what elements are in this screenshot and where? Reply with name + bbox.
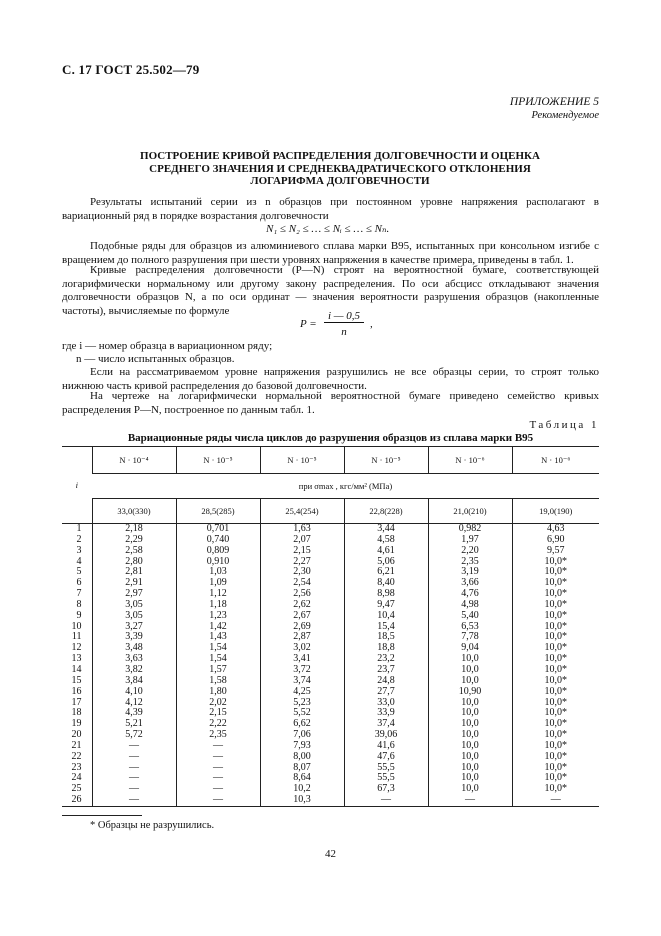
table-cell: 10,0 <box>428 719 512 730</box>
table-cell: 10,0* <box>512 632 599 643</box>
table-cell: — <box>428 795 512 806</box>
paragraph-5: На чертеже на логарифмически нормальной вероятностной бумаге приведено семейство кривых распределения P—N, построенное по данным табл. 1. <box>62 390 599 416</box>
table-cell: 3,66 <box>428 578 512 589</box>
table-cell: — <box>176 752 260 763</box>
table-cell: 1,18 <box>176 600 260 611</box>
table-cell: — <box>176 784 260 795</box>
table-cell: 3,72 <box>260 665 344 676</box>
table-cell: 2,62 <box>260 600 344 611</box>
section-title-line: ПОСТРОЕНИЕ КРИВОЙ РАСПРЕДЕЛЕНИЯ ДОЛГОВЕЧНОСТИ И ОЦЕНКА <box>140 150 540 162</box>
table-cell: 10,0* <box>512 741 599 752</box>
table-cell: 10,0* <box>512 622 599 633</box>
appendix-label <box>510 95 599 123</box>
footnote: * Образцы не разрушились. <box>90 820 215 831</box>
table-cell: 55,5 <box>344 763 428 774</box>
table-cell: 0,809 <box>176 546 260 557</box>
paragraph-1: Результаты испытаний серии из n образцов при постоянном уровне напряжения располагают в вариационный ряд в порядке возрастания долговечности <box>62 196 599 222</box>
table-cell: 10,0 <box>428 752 512 763</box>
table-cell: 27,7 <box>344 687 428 698</box>
table-cell: 5,72 <box>92 730 176 741</box>
stress-level: 28,5(285) <box>176 499 260 524</box>
table-cell: — <box>176 741 260 752</box>
table-cell: 2,54 <box>260 578 344 589</box>
table-cell: 2,07 <box>260 535 344 546</box>
table-cell: 9,04 <box>428 643 512 654</box>
table-cell: 2,80 <box>92 557 176 568</box>
table-cell: 2,29 <box>92 535 176 546</box>
table-cell: — <box>92 773 176 784</box>
table-cell: 8,40 <box>344 578 428 589</box>
table-cell: 3,27 <box>92 622 176 633</box>
table-label: Таблица 1 <box>529 419 599 431</box>
table-cell: 3,05 <box>92 611 176 622</box>
table-cell: 10,0* <box>512 567 599 578</box>
formula-variation-series: N₁ ≤ N₂ ≤ … ≤ Nᵢ ≤ … ≤ Nₙ. <box>266 223 390 235</box>
table-cell: 1,42 <box>176 622 260 633</box>
table-cell: 37,4 <box>344 719 428 730</box>
table-cell: 10,3 <box>260 795 344 806</box>
table-cell: 7,78 <box>428 632 512 643</box>
paragraph-4: Если на рассматриваемом уровне напряжения разрушились не все образцы серии, то строят только нижнюю часть кривой распределения до базовой долговечности. <box>62 366 599 392</box>
table-cell: 3,19 <box>428 567 512 578</box>
table-cell: 10,4 <box>344 611 428 622</box>
paragraph-2: Подобные ряды для образцов из алюминиевого сплава марки В95, испытанных при консольном изгибе с вращением до полного разрушения при шести уровнях напряжения в качестве примера, приведены в табл. 1. <box>62 240 599 266</box>
table-cell: 10,0 <box>428 763 512 774</box>
where-line-1: где i — номер образца в вариационном ряду; <box>62 340 273 352</box>
unit-header: N · 10⁻⁶ <box>428 447 512 474</box>
table-cell: 0,740 <box>176 535 260 546</box>
table-cell: 15,4 <box>344 622 428 633</box>
row-index: 2 <box>76 533 82 545</box>
table-cell: 2,97 <box>92 589 176 600</box>
table-cell: 10,0* <box>512 708 599 719</box>
table-cell: 4,10 <box>92 687 176 698</box>
table-cell: 5,06 <box>344 557 428 568</box>
table-cell: 10,0 <box>428 698 512 709</box>
table-cell: 47,6 <box>344 752 428 763</box>
table-cell: 9,57 <box>512 546 599 557</box>
table-cell: 2,56 <box>260 589 344 600</box>
table-cell: 3,82 <box>92 665 176 676</box>
table-cell: 3,41 <box>260 654 344 665</box>
row-index: 22 <box>71 750 82 762</box>
index-header: i <box>62 447 92 524</box>
row-index: 17 <box>71 696 82 708</box>
table-cell: 10,0* <box>512 698 599 709</box>
row-index: 16 <box>71 685 82 697</box>
row-index: 7 <box>76 588 82 600</box>
table-cell: 2,18 <box>92 524 176 535</box>
table-cell: 10,2 <box>260 784 344 795</box>
row-index: 21 <box>71 739 82 751</box>
table-cell: 4,98 <box>428 600 512 611</box>
table-cell: 39,06 <box>344 730 428 741</box>
table-cell: 55,5 <box>344 773 428 784</box>
table-cell: 0,910 <box>176 557 260 568</box>
table-cell: 10,0* <box>512 665 599 676</box>
table-cell: 10,0 <box>428 665 512 676</box>
unit-header: N · 10⁻⁵ <box>176 447 260 474</box>
table-caption: Вариационные ряды числа циклов до разрушения образцов из сплава марки В95 <box>127 432 534 444</box>
table-cell: 2,35 <box>176 730 260 741</box>
row-index: 14 <box>71 663 82 675</box>
table-cell: 8,98 <box>344 589 428 600</box>
table-cell: 10,90 <box>428 687 512 698</box>
row-index: 9 <box>76 609 82 621</box>
table-cell: 1,63 <box>260 524 344 535</box>
row-index: 12 <box>71 642 82 654</box>
paragraph-3: Кривые распределения долговечности (P—N) строят на вероятностной бумаге, соответствующей логарифмически нормальному или другому закону распределения. По оси абсцисс откладывают значения долговечности образцов N, а по оси ординат — значения вероятности разрушения образцов (накопленные частоты), вычисляемые по формуле <box>62 264 599 317</box>
row-index: 4 <box>76 555 82 567</box>
data-table <box>62 446 599 807</box>
row-index: 8 <box>76 598 82 610</box>
table-cell: 1,80 <box>176 687 260 698</box>
table-cell: — <box>92 795 176 806</box>
table-cell: — <box>512 795 599 806</box>
table-cell: 2,69 <box>260 622 344 633</box>
table-cell: 2,15 <box>260 546 344 557</box>
section-title-line: СРЕДНЕГО ЗНАЧЕНИЯ И СРЕДНЕКВАДРАТИЧЕСКОГО ОТКЛОНЕНИЯ <box>149 162 531 175</box>
table-cell: 10,0* <box>512 752 599 763</box>
row-index: 13 <box>71 653 82 665</box>
table-cell: 4,25 <box>260 687 344 698</box>
table-cell: 10,0 <box>428 676 512 687</box>
row-index: 6 <box>76 577 82 589</box>
table-cell: 8,07 <box>260 763 344 774</box>
table-cell: 10,0* <box>512 784 599 795</box>
table-cell: 7,06 <box>260 730 344 741</box>
table-cell: 2,91 <box>92 578 176 589</box>
table-cell: 33,9 <box>344 708 428 719</box>
table-cell: — <box>176 763 260 774</box>
table-cell: 10,0 <box>428 773 512 784</box>
table-cell: 1,57 <box>176 665 260 676</box>
table-cell: 2,81 <box>92 567 176 578</box>
row-index: 15 <box>71 674 82 686</box>
table-cell: — <box>92 784 176 795</box>
row-index: 24 <box>71 772 82 784</box>
row-index: 11 <box>71 631 82 643</box>
table-cell: 3,48 <box>92 643 176 654</box>
table-cell: 4,58 <box>344 535 428 546</box>
table-cell: 10,0 <box>428 654 512 665</box>
section-title-line: ЛОГАРИФМА ДОЛГОВЕЧНОСТИ <box>250 175 430 187</box>
row-index: 26 <box>62 795 92 806</box>
table-cell: 2,30 <box>260 567 344 578</box>
table-cell: — <box>92 752 176 763</box>
table-cell: 10,0 <box>428 784 512 795</box>
table-cell: 1,23 <box>176 611 260 622</box>
table-cell: 10,0* <box>512 589 599 600</box>
table-row <box>62 784 599 795</box>
table-cell: 0,982 <box>428 524 512 535</box>
table-cell: 4,12 <box>92 698 176 709</box>
table-cell: 5,21 <box>92 719 176 730</box>
table-cell: 67,3 <box>344 784 428 795</box>
table-cell: 2,87 <box>260 632 344 643</box>
table-cell: 6,90 <box>512 535 599 546</box>
table-cell: 6,21 <box>344 567 428 578</box>
table-cell: 3,84 <box>92 676 176 687</box>
table-cell: 1,58 <box>176 676 260 687</box>
table-row <box>62 546 599 557</box>
table-cell: 5,40 <box>428 611 512 622</box>
table-cell: 5,23 <box>260 698 344 709</box>
stress-level: 33,0(330) <box>92 499 176 524</box>
row-index: 10 <box>71 620 82 632</box>
table-cell: 4,63 <box>512 524 599 535</box>
formula-numerator: i — 0,5 <box>324 310 364 323</box>
table-cell: — <box>176 773 260 784</box>
table-cell: 2,22 <box>176 719 260 730</box>
table-header-row <box>62 447 599 474</box>
table-cell: 23,7 <box>344 665 428 676</box>
table-cell: 2,27 <box>260 557 344 568</box>
footnote-rule <box>62 815 142 816</box>
table-cell: 10,0* <box>512 773 599 784</box>
table-cell: 10,0* <box>512 578 599 589</box>
unit-header: N · 10⁻⁵ <box>344 447 428 474</box>
table-cell: 2,02 <box>176 698 260 709</box>
table-row <box>62 795 599 806</box>
table-cell: 10,0* <box>512 763 599 774</box>
row-index: 25 <box>71 783 82 795</box>
table-cell: 18,5 <box>344 632 428 643</box>
section-title <box>100 150 580 188</box>
table-cell: 1,97 <box>428 535 512 546</box>
table-cell: 1,43 <box>176 632 260 643</box>
row-index: 1 <box>76 523 82 534</box>
table-cell: 18,8 <box>344 643 428 654</box>
table-cell: 6,53 <box>428 622 512 633</box>
table-cell: 1,12 <box>176 589 260 600</box>
unit-header: N · 10⁻⁴ <box>92 447 176 474</box>
stress-level: 25,4(254) <box>260 499 344 524</box>
table-cell: 3,44 <box>344 524 428 535</box>
table-cell: 2,20 <box>428 546 512 557</box>
table-cell: 2,67 <box>260 611 344 622</box>
where-line-2: n — число испытанных образцов. <box>76 353 235 365</box>
stress-levels-row <box>62 499 599 524</box>
table-cell: 10,0* <box>512 676 599 687</box>
stress-header: при σmax , кгс/мм² (МПа) <box>92 474 599 499</box>
table-cell: 10,0* <box>512 730 599 741</box>
stress-header-row <box>62 474 599 499</box>
table-cell: 1,54 <box>176 643 260 654</box>
table-cell: 3,39 <box>92 632 176 643</box>
table-cell: 23,2 <box>344 654 428 665</box>
table-cell: 2,58 <box>92 546 176 557</box>
row-index: 19 <box>71 718 82 730</box>
table-cell: 2,15 <box>176 708 260 719</box>
table-cell: 4,61 <box>344 546 428 557</box>
table-cell: 3,02 <box>260 643 344 654</box>
table-cell: 10,0* <box>512 719 599 730</box>
table-row <box>62 730 599 741</box>
table-cell: 10,0 <box>428 741 512 752</box>
table-row <box>62 741 599 752</box>
table-cell: 24,8 <box>344 676 428 687</box>
table-cell: 10,0 <box>428 708 512 719</box>
table-cell: — <box>176 795 260 806</box>
table-cell: 7,93 <box>260 741 344 752</box>
unit-header: N · 10⁻⁶ <box>512 447 599 474</box>
formula-tail: , <box>370 318 373 330</box>
table-cell: 10,0* <box>512 600 599 611</box>
table-row <box>62 763 599 774</box>
table-cell: 4,76 <box>428 589 512 600</box>
table-row <box>62 773 599 784</box>
stress-level: 19,0(190) <box>512 499 599 524</box>
table-cell: 2,35 <box>428 557 512 568</box>
table-cell: 1,03 <box>176 567 260 578</box>
page-number: 42 <box>325 848 336 860</box>
stress-level: 21,0(210) <box>428 499 512 524</box>
table-cell: 3,63 <box>92 654 176 665</box>
row-index: 20 <box>71 729 82 741</box>
table-cell: 10,0* <box>512 654 599 665</box>
table-row <box>62 611 599 622</box>
appendix-subtitle: Рекомендуемое <box>531 110 599 121</box>
formula-denominator: n <box>341 326 347 338</box>
table-cell: 3,74 <box>260 676 344 687</box>
row-index: 3 <box>76 544 82 556</box>
document-header: С. 17 ГОСТ 25.502—79 <box>62 62 200 77</box>
table-row <box>62 687 599 698</box>
table-cell: 8,00 <box>260 752 344 763</box>
table-cell: — <box>344 795 428 806</box>
stress-level: 22,8(228) <box>344 499 428 524</box>
row-index: 5 <box>76 566 82 578</box>
formula-lhs: P = <box>300 318 317 330</box>
table-row <box>62 752 599 763</box>
table-cell: 8,64 <box>260 773 344 784</box>
table-cell: 33,0 <box>344 698 428 709</box>
table-cell: 10,0* <box>512 643 599 654</box>
table-cell: 41,6 <box>344 741 428 752</box>
table-cell: — <box>92 741 176 752</box>
table-cell: 10,0* <box>512 611 599 622</box>
table-cell: 1,54 <box>176 654 260 665</box>
table-cell: 5,52 <box>260 708 344 719</box>
appendix-title: ПРИЛОЖЕНИЕ 5 <box>509 96 599 108</box>
unit-header: N · 10⁻⁵ <box>260 447 344 474</box>
table-cell: 0,701 <box>176 524 260 535</box>
table-cell: 10,0 <box>428 730 512 741</box>
table-cell: 10,0* <box>512 687 599 698</box>
row-index: 18 <box>71 707 82 719</box>
data-table-body <box>62 447 599 807</box>
table-cell: 1,09 <box>176 578 260 589</box>
table-cell: 3,05 <box>92 600 176 611</box>
table-cell: 9,47 <box>344 600 428 611</box>
table-cell: 4,39 <box>92 708 176 719</box>
table-cell: — <box>92 763 176 774</box>
row-index: 23 <box>71 761 82 773</box>
table-cell: 6,62 <box>260 719 344 730</box>
table-cell: 10,0* <box>512 557 599 568</box>
